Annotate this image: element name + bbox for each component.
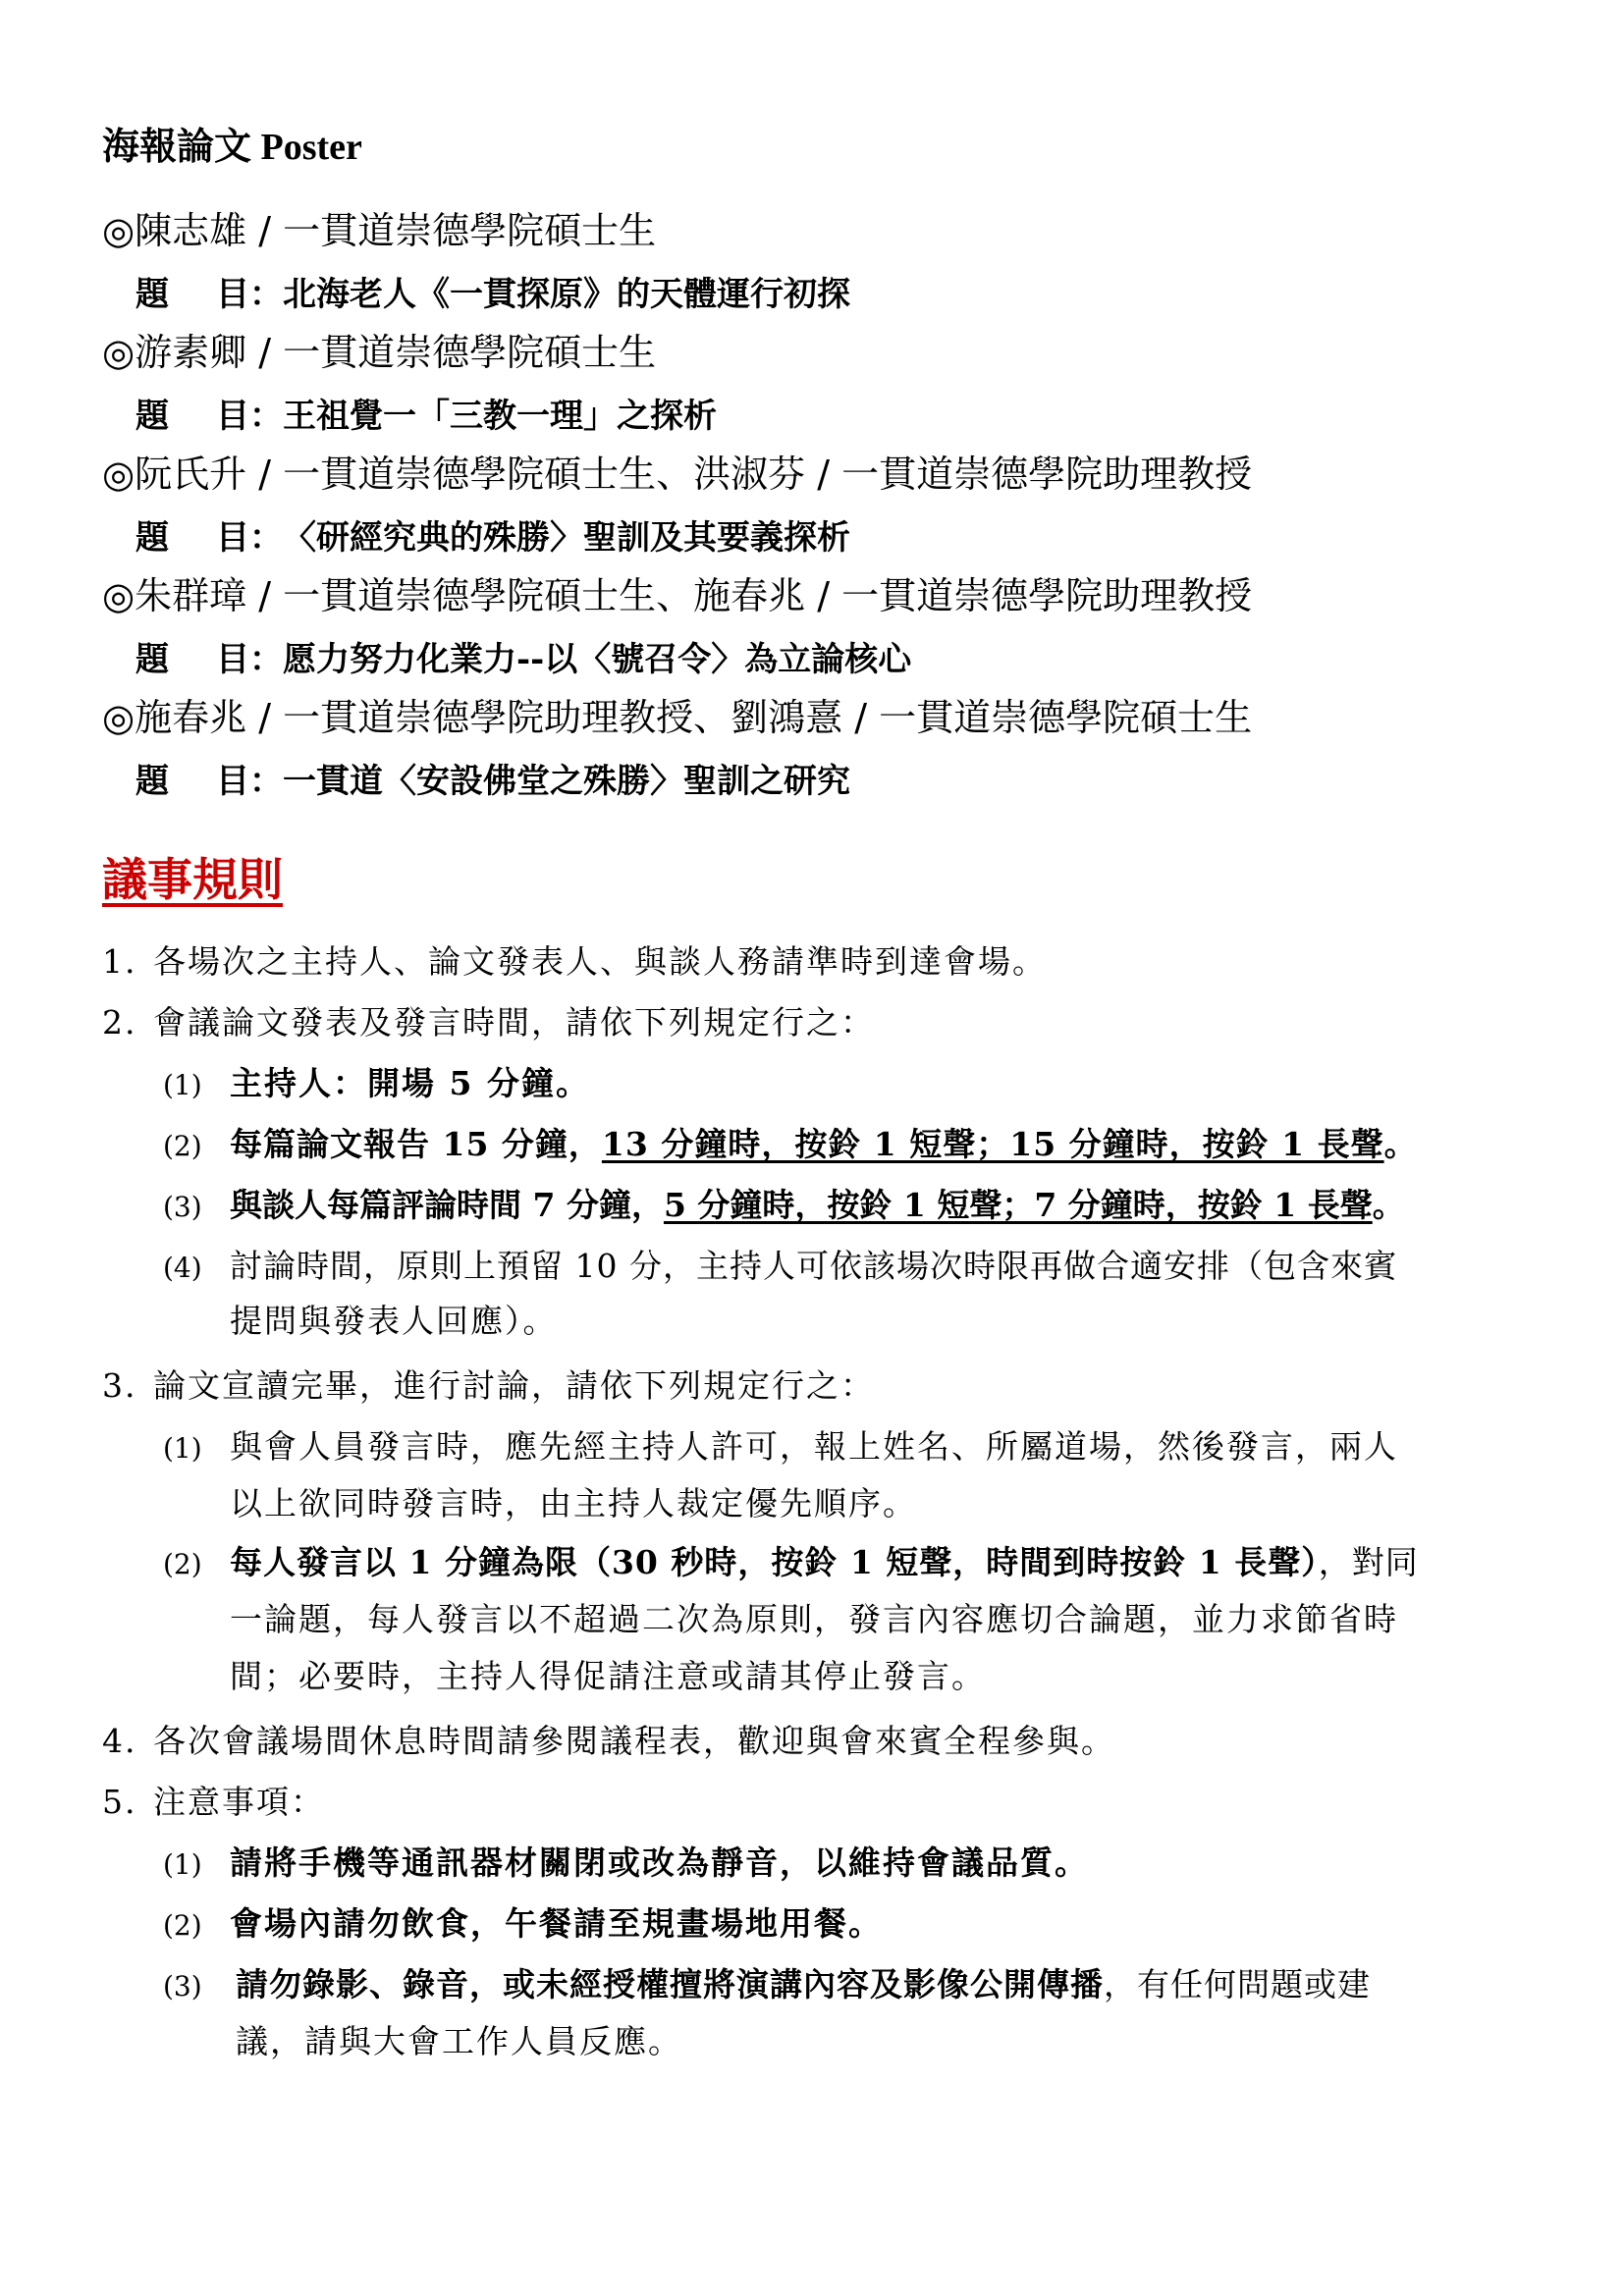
sub-rule-number: (3) [163, 1191, 202, 1223]
title-label: 題 目： [135, 762, 283, 801]
poster-entry-title [135, 267, 850, 315]
sub-rule-continuation: 議，請與大會工作人員反應。 [236, 2022, 682, 2060]
sub-rule-underlined-text: 5 分鐘時，按鈴 1 短聲；7 分鐘時，按鈴 1 長聲 [663, 1186, 1373, 1224]
sub-rule-text: 。 [1372, 1186, 1405, 1224]
rule-text: 注意事項： [153, 1783, 325, 1821]
sub-rule-continuation: 提問與發表人回應）。 [230, 1302, 558, 1340]
sub-rule-text: 會場內請勿飲食，午餐請至規畫場地用餐。 [230, 1904, 883, 1943]
poster-entry-title [135, 389, 717, 437]
sub-rule-continuation: 以上欲同時發言時，由主持人裁定優先順序。 [230, 1484, 917, 1522]
poster-entry-authors: ◎阮氏升 / 一貫道崇德學院碩士生、洪淑芬 / 一貫道崇德學院助理教授 [102, 453, 1253, 496]
rule-text: 論文宣讀完畢，進行討論，請依下列規定行之： [153, 1366, 875, 1405]
rule-item [102, 1777, 325, 1823]
sub-rule-item [163, 1119, 1418, 1165]
title-label: 題 目： [135, 397, 283, 436]
rule-text: 各次會議場間休息時間請參閱議程表，歡迎與會來賓全程參與。 [153, 1722, 1115, 1760]
rule-number: 1. [102, 942, 137, 981]
rule-item [102, 1361, 875, 1407]
sub-rule-item [163, 1058, 590, 1104]
sub-rule-item [163, 1537, 1419, 1583]
rule-number: 3. [102, 1366, 137, 1405]
title-text: 一貫道〈安設佛堂之殊勝〉聖訓之研究 [283, 762, 850, 801]
sub-rule-bold-text: 每人發言以 1 分鐘為限（30 秒時，按鈴 1 短聲，時間到時按鈴 1 長聲） [230, 1543, 1319, 1581]
rules-heading: 議事規則 [102, 853, 283, 906]
sub-rule-item [163, 1421, 1398, 1468]
rule-item [102, 936, 1047, 983]
rule-number: 2. [102, 1003, 137, 1041]
sub-rule-text: 與會人員發言時，應先經主持人許可，報上姓名、所屬道場，然後發言，兩人 [230, 1427, 1398, 1466]
rule-item [102, 1716, 1115, 1762]
poster-section-heading: 海報論文 Poster [102, 127, 362, 168]
poster-entry-authors: ◎陳志雄 / 一貫道崇德學院碩士生 [102, 209, 657, 252]
sub-rule-number: (4) [163, 1252, 202, 1284]
rule-item [102, 997, 875, 1043]
title-label: 題 目： [135, 518, 283, 558]
poster-entry-authors: ◎游素卿 / 一貫道崇德學院碩士生 [102, 331, 657, 374]
title-label: 題 目： [135, 640, 283, 679]
sub-rule-text: 。 [1383, 1125, 1418, 1163]
sub-rule-continuation: 一論題，每人發言以不超過二次為原則，發言內容應切合論題，並力求節省時 [230, 1600, 1398, 1638]
sub-rule-text: 每篇論文報告 15 分鐘， [230, 1125, 602, 1163]
title-text: 北海老人《一貫探原》的天體運行初探 [283, 275, 850, 314]
sub-rule-text: 請將手機等通訊器材關閉或改為靜音，以維持會議品質。 [230, 1843, 1089, 1882]
sub-rule-text: ，對同 [1318, 1543, 1419, 1581]
rule-number: 5. [102, 1783, 137, 1821]
poster-entry-authors: ◎施春兆 / 一貫道崇德學院助理教授、劉鴻憙 / 一貫道崇德學院碩士生 [102, 696, 1253, 739]
sub-rule-underlined-text: 13 分鐘時，按鈴 1 短聲；15 分鐘時，按鈴 1 長聲 [601, 1125, 1384, 1163]
sub-rule-continuation: 間；必要時，主持人得促請注意或請其停止發言。 [230, 1657, 986, 1695]
sub-rule-number: (1) [163, 1432, 202, 1465]
rule-number: 4. [102, 1722, 137, 1760]
sub-rule-item [163, 1180, 1405, 1226]
sub-rule-bold-text: 請勿錄影、錄音，或未經授權擅將演講內容及影像公開傳播 [236, 1965, 1104, 2003]
rule-text: 各場次之主持人、論文發表人、與談人務請準時到達會場。 [153, 942, 1047, 981]
rule-text: 會議論文發表及發言時間，請依下列規定行之： [153, 1003, 875, 1041]
title-label: 題 目： [135, 275, 283, 314]
title-text: 王祖覺一「三教一理」之探析 [283, 397, 717, 436]
sub-rule-number: (2) [163, 1548, 202, 1580]
sub-rule-number: (1) [163, 1848, 202, 1881]
sub-rule-number: (2) [163, 1130, 202, 1162]
sub-rule-text: ，有任何問題或建 [1104, 1965, 1371, 2003]
poster-entry-authors: ◎朱群璋 / 一貫道崇德學院碩士生、施春兆 / 一貫道崇德學院助理教授 [102, 574, 1253, 617]
sub-rule-text: 與談人每篇評論時間 7 分鐘， [230, 1186, 664, 1224]
sub-rule-number: (3) [163, 1970, 202, 2002]
sub-rule-number: (2) [163, 1909, 202, 1942]
poster-entry-title [135, 632, 911, 680]
sub-rule-item [163, 1838, 1089, 1884]
sub-rule-text: 主持人：開場 5 分鐘。 [230, 1064, 590, 1102]
title-text: 愿力努力化業力--以〈號召令〉為立論核心 [283, 640, 912, 679]
sub-rule-item [163, 1241, 1397, 1287]
sub-rule-number: (1) [163, 1069, 202, 1101]
title-text: 〈研經究典的殊勝〉聖訓及其要義探析 [283, 518, 850, 558]
poster-entry-title [135, 754, 850, 802]
sub-rule-text: 討論時間，原則上預留 10 分，主持人可依該場次時限再做合適安排（包含來賓 [230, 1247, 1397, 1285]
sub-rule-item [163, 1959, 1371, 2005]
sub-rule-item [163, 1898, 883, 1945]
poster-entry-title [135, 510, 850, 559]
